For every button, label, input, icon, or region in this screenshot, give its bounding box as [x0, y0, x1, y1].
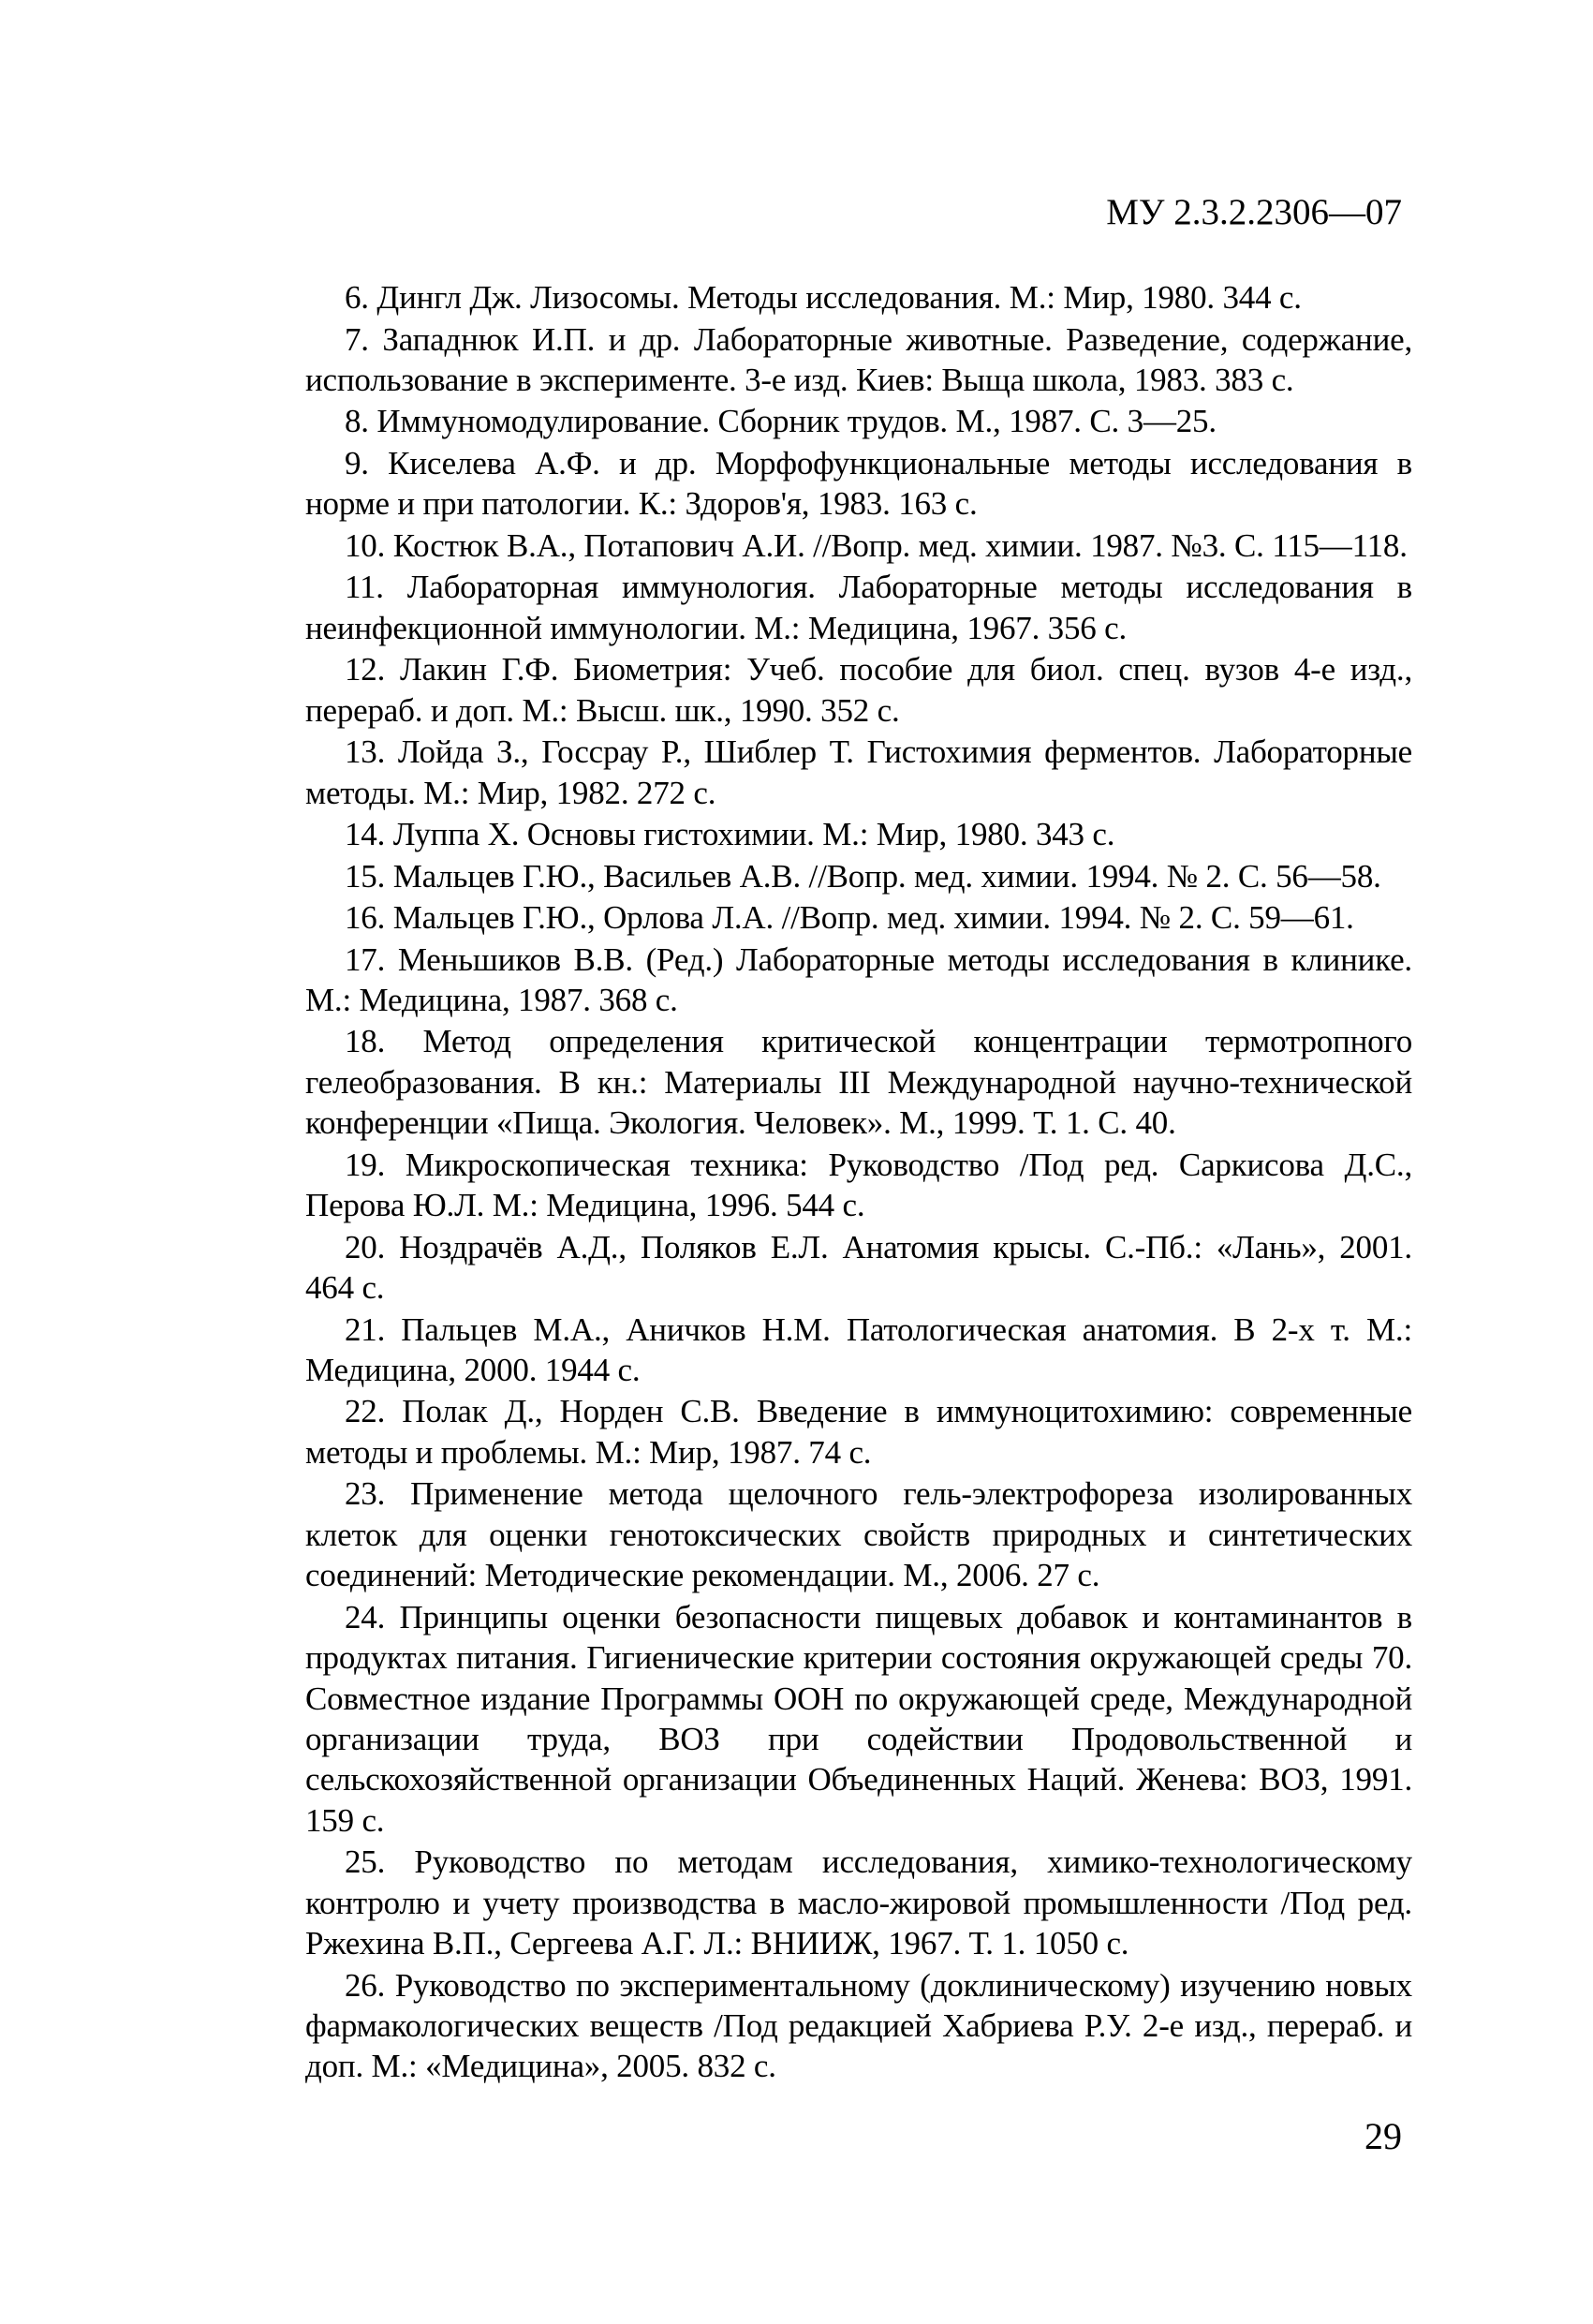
reference-item-21: 21. Пальцев М.А., Аничков Н.М. Патологическая анатомия. В 2-х т. М.: Медицина, 2000. 1944 с. [305, 1310, 1412, 1388]
reference-item-7: 7. Западнюк И.П. и др. Лабораторные животные. Разведение, содержание, использование в эксперименте. 3-е изд. Киев: Выща школа, 1983. 383 с. [305, 320, 1412, 398]
reference-item-12: 12. Лакин Г.Ф. Биометрия: Учеб. пособие для биол. спец. вузов 4-е изд., перераб. и доп. М.: Высш. шк., 1990. 352 с. [305, 651, 1412, 729]
reference-item-15: 15. Мальцев Г.Ю., Васильев А.В. //Вопр. мед. химии. 1994. № 2. С. 56—58. [345, 857, 1381, 895]
reference-item-25: 25. Руководство по методам исследования, химико-технологическому контролю и учету производства в масло-жировой промышленности /Под ред. Ржехина В.П., Сергеева А.Г. Л.: ВНИИЖ, 1967. Т. 1. 1050 с. [305, 1843, 1412, 1962]
reference-item-23: 23. Применение метода щелочного гель-электрофореза изолированных клеток для оценки генотоксических свойств природных и синтетических соединений: Методические рекомендации. М., 2006. 27 с. [305, 1475, 1412, 1594]
reference-item-22: 22. Полак Д., Норден С.В. Введение в иммуноцитохимию: современные методы и проблемы. М.: Мир, 1987. 74 с. [305, 1393, 1412, 1471]
reference-item-20: 20. Ноздрачёв А.Д., Поляков Е.Л. Анатомия крысы. С.-Пб.: «Лань», 2001. 464 с. [305, 1228, 1412, 1307]
document-code-header: МУ 2.3.2.2306—07 [1106, 192, 1402, 232]
reference-item-9: 9. Киселева А.Ф. и др. Морфофункциональные методы исследования в норме и при патологии. К.: Здоров'я, 1983. 163 с. [305, 444, 1412, 523]
reference-item-17: 17. Меньшиков В.В. (Ред.) Лабораторные методы исследования в клинике. М.: Медицина, 1987. 368 с. [305, 940, 1412, 1018]
reference-list [305, 277, 1412, 2088]
reference-item-16: 16. Мальцев Г.Ю., Орлова Л.А. //Вопр. мед. химии. 1994. № 2. С. 59—61. [345, 899, 1354, 937]
reference-item-18: 18. Метод определения критической концентрации термотропного гелеобразования. В кн.: Материалы III Международной научно-технической конференции «Пища. Экология. Человек». М., 1999. Т. 1. С. 40. [305, 1023, 1412, 1142]
reference-item-10: 10. Костюк В.А., Потапович А.И. //Вопр. мед. химии. 1987. №3. С. 115—118. [345, 526, 1408, 564]
reference-item-6: 6. Дингл Дж. Лизосомы. Методы исследования. М.: Мир, 1980. 344 с. [345, 279, 1302, 316]
reference-item-26: 26. Руководство по экспериментальному (доклиническому) изучению новых фармакологических веществ /Под редакцией Хабриева Р.У. 2-е изд., перераб. и доп. М.: «Медицина», 2005. 832 с. [305, 1966, 1412, 2085]
reference-item-19: 19. Микроскопическая техника: Руководство /Под ред. Саркисова Д.С., Перова Ю.Л. М.: Медицина, 1996. 544 с. [305, 1146, 1412, 1224]
reference-item-8: 8. Иммуномодулирование. Сборник трудов. М., 1987. С. 3—25. [345, 403, 1217, 440]
reference-item-14: 14. Луппа Х. Основы гистохимии. М.: Мир, 1980. 343 с. [345, 816, 1115, 853]
page-number: 29 [1364, 2115, 1402, 2157]
reference-item-24: 24. Принципы оценки безопасности пищевых добавок и контаминантов в продуктах питания. Гигиенические критерии состояния окружающей среды 70. Совместное издание Программы ООН по окружающей среде, Международной организации труда, ВОЗ при содействии Продовольственной и сельскохозяйственной организации Объединенных Наций. Женева: ВОЗ, 1991. 159 с. [305, 1598, 1412, 1839]
reference-item-11: 11. Лабораторная иммунология. Лабораторные методы исследования в неинфекционной иммунологии. М.: Медицина, 1967. 356 с. [305, 569, 1412, 646]
reference-item-13: 13. Лойда З., Госсрау Р., Шиблер Т. Гистохимия ферментов. Лабораторные методы. М.: Мир, 1982. 272 с. [305, 733, 1412, 811]
